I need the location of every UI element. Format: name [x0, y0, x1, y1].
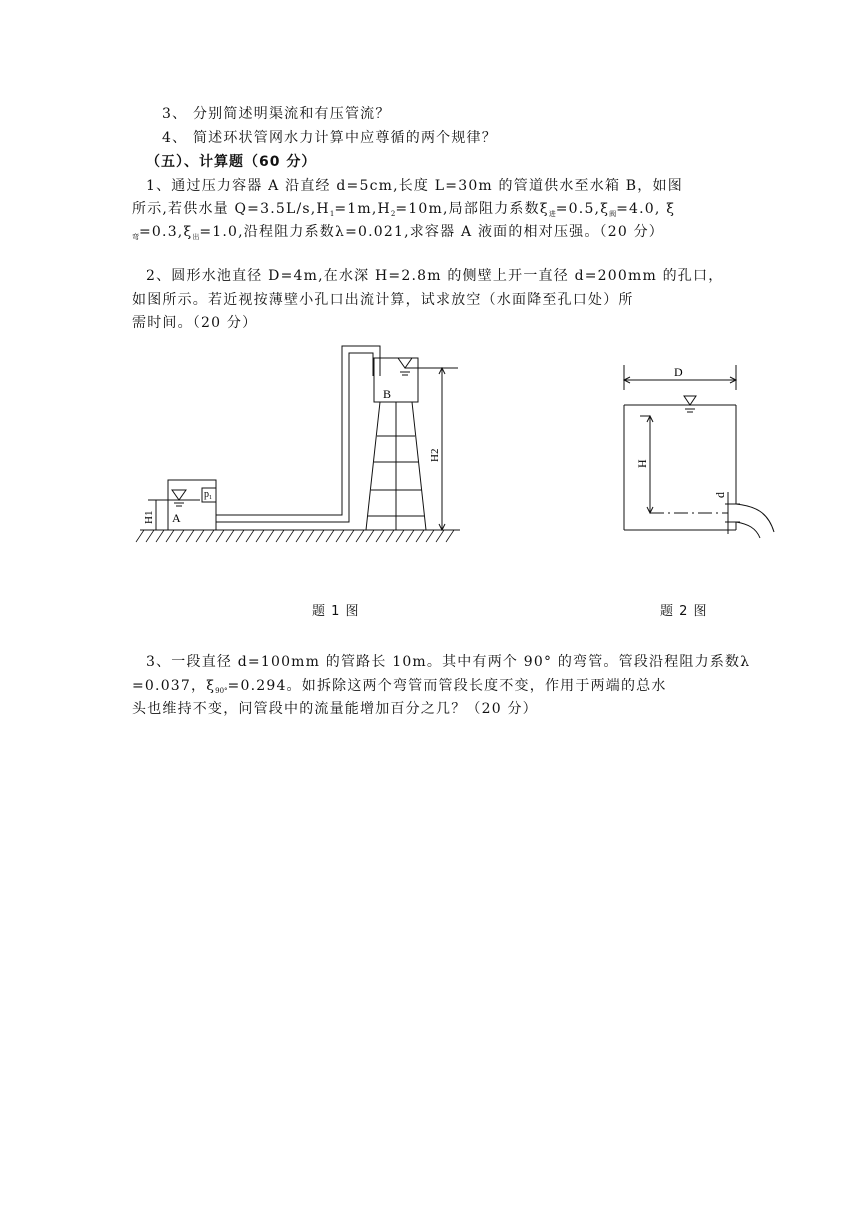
label-H: H: [635, 459, 649, 468]
problem3-line3: 头也维持不变，问管段中的流量能增加百分之几？（20 分）: [132, 701, 538, 717]
label-h1: H1: [143, 510, 155, 524]
section-heading: （五）、计算题（60 分）: [146, 154, 317, 170]
figure2-caption: 题 2 图: [660, 604, 708, 619]
label-a: A: [172, 511, 181, 525]
problem1-line1: 1、通过压力容器 A 沿直经 d=5cm,长度 L=30m 的管道供水至水箱 B，如图: [146, 178, 683, 194]
problem2-line1: 2、圆形水池直径 D=4m,在水深 H=2.8m 的侧壁上开一直径 d=200mm 的孔口，: [146, 268, 724, 284]
figure2-diagram: [610, 360, 790, 540]
problem3-line2: =0.037，$\xi_{90^\circ}=0.294$。如拆除这两个弯管而管段长度不变，作用于两端的总水: [132, 678, 667, 695]
figure1-caption: 题 1 图: [312, 604, 360, 619]
label-h2: H2: [429, 448, 441, 462]
question-3: 3、 分别简述明渠流和有压管流？: [162, 106, 391, 122]
label-d: d: [713, 492, 727, 498]
problem2-line2: 如图所示。若近视按薄壁小孔口出流计算，试求放空（水面降至孔口处）所: [132, 292, 634, 308]
label-D: D: [674, 365, 683, 379]
problem3-line1: 3、一段直径 d=100mm 的管路长 10m。其中有两个 90° 的弯管。管段沿程阻力系数λ: [146, 654, 751, 670]
figure1-diagram: [130, 340, 470, 555]
problem1-line2: 所示,若供水量 $Q=3.5L/s,H_1=1m,H_2=10m$,局部阻力系数$\xi_进=0.5,\xi_阀=4.0$, ξ: [132, 201, 676, 218]
problem1-line3: $_弯=0.3,\xi_出=1.0$,沿程阻力系数λ=0.021,求容器 A 液面的相对压强。（20 分）: [132, 224, 665, 241]
label-b: B: [383, 387, 392, 401]
label-p1: $p_1$: [204, 489, 212, 501]
problem2-line3: 需时间。（20 分）: [132, 315, 258, 331]
question-4: 4、 简述环状管网水力计算中应尊循的两个规律？: [162, 130, 497, 146]
